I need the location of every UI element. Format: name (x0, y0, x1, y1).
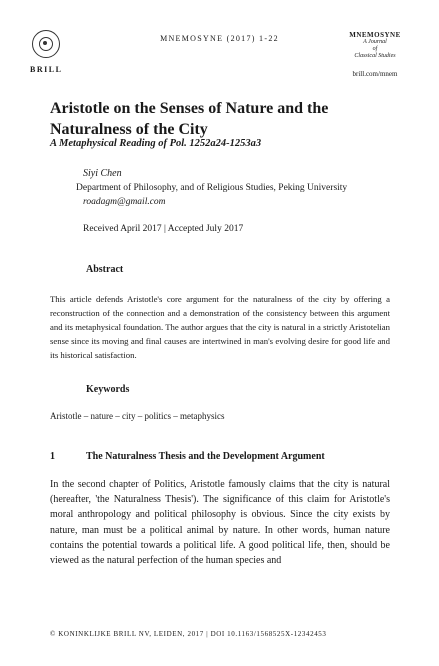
keywords-list: Aristotle – nature – city – politics – metaphysics (50, 411, 225, 421)
keywords-heading: Keywords (86, 384, 130, 395)
article-subtitle: A Metaphysical Reading of Pol. 1252a24-1253a3 (50, 138, 262, 149)
author-name: Siyi Chen (83, 168, 122, 179)
article-title: Aristotle on the Senses of Nature and the Naturalness of the City (50, 100, 329, 138)
publisher-name: BRILL (30, 65, 63, 74)
journal-subtitle-2: of (372, 46, 378, 52)
section-title: The Naturalness Thesis and the Development Argument (86, 451, 325, 462)
journal-url[interactable]: brill.com/mnem (352, 70, 398, 78)
copyright-footer: © KONINKLIJKE BRILL NV, LEIDEN, 2017 | DOI 10.1163/1568525X-12342453 (50, 630, 327, 638)
journal-block (341, 31, 409, 78)
section-number: 1 (50, 451, 55, 462)
author-affiliation: Department of Philosophy, and of Religious Studies, Peking University (76, 183, 348, 193)
abstract-heading: Abstract (86, 264, 124, 275)
abstract-text: This article defends Aristotle's core argument for the naturalness of the city by offering a reconstruction of the connection and a demonstration of the consistency between this argument and its metaphysical foundation. The author argues that the city is natural in a strictly Aristotelian sense since its moving and final causes are intertwined in man's evolving desire for good life and its historical satisfaction. (50, 294, 390, 360)
journal-subtitle-1: A Journal (363, 39, 387, 45)
journal-title: MNEMOSYNE (349, 31, 401, 39)
section-body: In the second chapter of Politics, Aristotle famously claims that the city is natural (hereafter, 'the Naturalness Thesis'). The significance of this claim for Aristotle's moral anthropology and political philosophy is obvious. Since the city exists by nature, man must be a political animal by nature. In other words, human nature contains the potential towards a political life. A good political life, then, should be viewed as the natural perfection of the human species and (50, 479, 390, 567)
running-head: MNEMOSYNE (2017) 1-22 (160, 34, 279, 43)
journal-subtitle-3: Classical Studies (354, 53, 396, 59)
submission-dates: Received April 2017 | Accepted July 2017 (83, 224, 244, 234)
author-email[interactable]: roadagm@gmail.com (83, 197, 166, 207)
